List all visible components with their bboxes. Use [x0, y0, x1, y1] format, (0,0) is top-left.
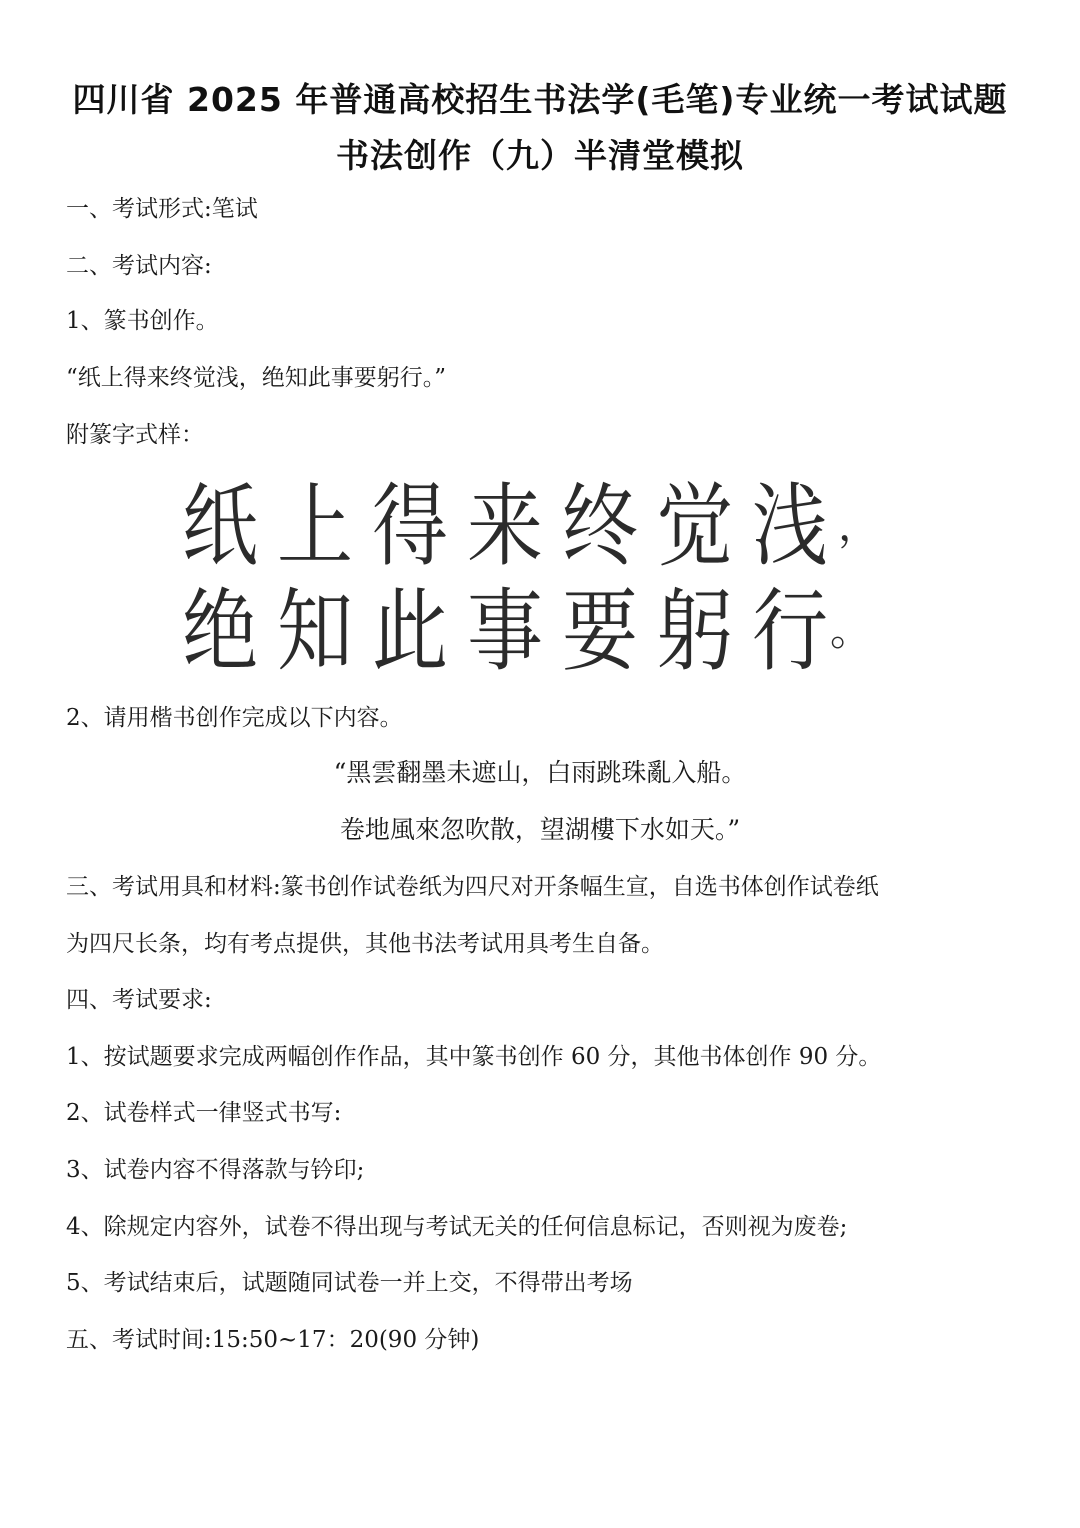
- seal-char: 上: [277, 472, 353, 579]
- requirement-2: 2、试卷样式一律竖式书写:: [66, 1100, 342, 1126]
- seal-sample-row-1: [180, 472, 881, 579]
- seal-period: 。: [830, 606, 873, 655]
- item-seal-script-task: 1、篆书创作。: [66, 308, 219, 334]
- seal-char: 浅: [752, 472, 828, 579]
- requirement-1: 1、按试题要求完成两幅创作作品，其中篆书创作 60 分，其他书体创作 90 分。: [66, 1044, 882, 1070]
- item-seal-script-text: “纸上得来终觉浅，绝知此事要躬行。”: [66, 365, 447, 391]
- section-exam-requirements: 四、考试要求:: [66, 987, 212, 1013]
- seal-char: 来: [467, 472, 543, 579]
- seal-char: 终: [562, 472, 638, 579]
- poem-line-1: “黑雲翻墨未遮山，白雨跳珠亂入船。: [333, 758, 747, 787]
- seal-sample-label: 附篆字式样：: [66, 422, 204, 448]
- seal-char: 事: [467, 577, 543, 684]
- poem-line-2: 卷地風來忽吹散，望湖樓下水如天。”: [339, 815, 741, 844]
- seal-char: 要: [562, 577, 638, 684]
- section-exam-time: 五、考试时间:15:50~17：20(90 分钟): [66, 1327, 480, 1353]
- seal-char: 知: [277, 577, 353, 684]
- seal-char: 纸: [182, 472, 258, 579]
- seal-char: 此: [372, 577, 448, 684]
- section-exam-content: 二、考试内容:: [66, 253, 212, 279]
- seal-char: 躬: [657, 577, 733, 684]
- requirement-5: 5、考试结束后，试题随同试卷一并上交，不得带出考场: [66, 1270, 633, 1296]
- section-tools-materials-line-2: 为四尺长条，均有考点提供，其他书法考试用具考生自备。: [66, 931, 664, 957]
- section-exam-format: 一、考试形式:笔试: [66, 196, 258, 222]
- seal-char: 觉: [657, 472, 733, 579]
- document-subtitle: 书法创作（九）半清堂模拟: [336, 136, 744, 175]
- seal-char: 行: [752, 577, 828, 684]
- document-title: 四川省 2025 年普通高校招生书法学(毛笔)专业统一考试试题: [72, 80, 1008, 119]
- seal-sample-row-2: [180, 577, 880, 684]
- seal-char: 绝: [182, 577, 258, 684]
- section-tools-materials-line-1: 三、考试用具和材料:篆书创作试卷纸为四尺对开条幅生宣，自选书体创作试卷纸: [66, 874, 879, 900]
- seal-comma: ，: [838, 501, 881, 550]
- seal-script-sample-image: [180, 472, 881, 688]
- requirement-3: 3、试卷内容不得落款与钤印;: [66, 1157, 365, 1183]
- item-regular-script-task: 2、请用楷书创作完成以下内容。: [66, 705, 403, 731]
- requirement-4: 4、除规定内容外，试卷不得出现与考试无关的任何信息标记，否则视为废卷;: [66, 1214, 848, 1240]
- seal-char: 得: [372, 472, 448, 579]
